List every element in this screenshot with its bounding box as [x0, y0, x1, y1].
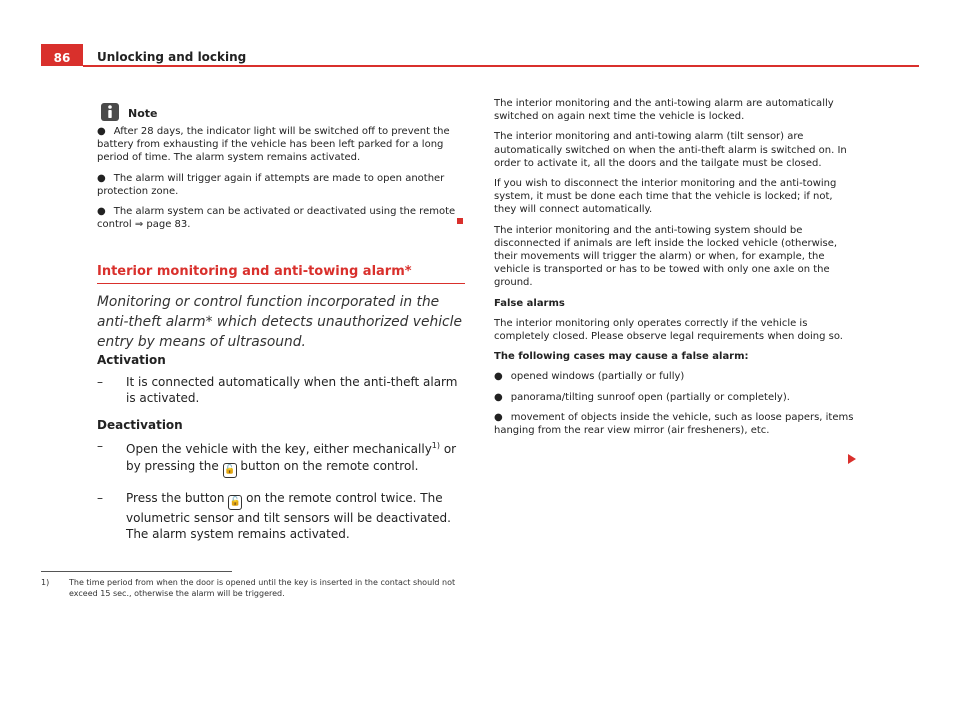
deactivation-step [97, 438, 465, 478]
bullet-icon: ● [494, 391, 503, 403]
cases-heading: The following cases may cause a false alarm: [494, 351, 749, 363]
step-text: Open the vehicle with the key, either mechanically [126, 442, 432, 456]
note-heading [101, 103, 465, 121]
note-label: Note [128, 107, 158, 121]
padlock-open-icon: 🔓 [223, 463, 237, 478]
case-text: movement of objects inside the vehicle, such as loose papers, items hanging from the rear view mirror (air fresheners), etc. [494, 411, 854, 437]
arrow-right-icon [848, 454, 856, 464]
activation-heading: Activation [97, 353, 166, 367]
dash-marker: – [97, 374, 103, 389]
note-bullet [97, 205, 465, 231]
header-rule [83, 65, 919, 67]
deactivation-heading: Deactivation [97, 417, 183, 432]
paragraph: The interior monitoring and anti-towing alarm (tilt sensor) are automatically switched on when the anti-theft alarm is switched on. In order to activate it, all the doors and the tailgate must be closed. [494, 131, 847, 169]
false-alarms-heading: False alarms [494, 297, 565, 309]
note-bullet [97, 172, 465, 198]
footnote-mark: 1) [41, 578, 50, 587]
case-text: opened windows (partially or fully) [510, 371, 685, 383]
note-bullet-text: The alarm will trigger again if attempts are made to open another protection zone. [97, 172, 445, 197]
deactivation-step [97, 490, 465, 543]
bullet-icon: ● [97, 172, 106, 184]
footnote-text: The time period from when the door is opened until the key is inserted in the contact should not exceed 15 sec., otherwise the alarm will be triggered. [69, 578, 456, 598]
section-intro: Monitoring or control function incorporated in the anti-theft alarm* which detects unauthorized vehicle entry by means of ultrasound. [97, 294, 462, 350]
bullet-icon: ● [494, 411, 503, 423]
dash-marker: – [97, 439, 103, 453]
right-column [494, 97, 854, 444]
step-text: Press the button [126, 490, 229, 505]
activation-step [97, 374, 465, 407]
dash-marker: – [97, 490, 103, 505]
info-icon [101, 103, 119, 121]
step-text: button on the remote control. [236, 458, 419, 473]
case-item [494, 370, 854, 383]
case-item [494, 391, 854, 404]
footnote-ref: 1) [431, 441, 441, 450]
paragraph: If you wish to disconnect the interior monitoring and the anti-towing system, it must be done each time that the vehicle is locked; if not, they will connect automatically. [494, 178, 837, 216]
paragraph: The interior monitoring and the anti-towing alarm are automatically switched on again next time the vehicle is locked. [494, 98, 834, 123]
note-box [97, 103, 465, 238]
footnote-rule [41, 571, 232, 572]
paragraph: The interior monitoring only operates correctly if the vehicle is completely closed. Please observe legal requirements when doing so. [494, 317, 843, 343]
end-square-icon [457, 218, 463, 224]
section-rule [97, 283, 465, 284]
activation-step-text: It is connected automatically when the anti-theft alarm is activated. [126, 374, 458, 405]
chapter-title: Unlocking and locking [97, 50, 247, 64]
bullet-icon: ● [97, 126, 106, 137]
note-bullet-text: The alarm system can be activated or deactivated using the remote control ⇒ page 83. [97, 206, 456, 231]
note-bullet [97, 125, 465, 165]
deactivation-step-text [126, 438, 465, 478]
section-title: Interior monitoring and anti-towing alarm* [97, 264, 412, 279]
deactivation-step-text [126, 490, 465, 543]
case-text: panorama/tilting sunroof open (partially or completely). [510, 391, 790, 403]
footnote [41, 578, 461, 599]
note-bullet-text: After 28 days, the indicator light will be switched off to prevent the battery from exhausting if the vehicle has been left parked for a long period of time. The alarm system remains activated. [97, 126, 450, 164]
bullet-icon: ● [97, 206, 106, 218]
activation-block [97, 352, 465, 543]
bullet-icon: ● [494, 371, 503, 383]
padlock-open-icon: 🔓 [228, 495, 242, 510]
paragraph: The interior monitoring and the anti-towing system should be disconnected if animals are left inside the locked vehicle (otherwise, their movements will trigger the alarm) or when, for example, the vehicle is transported or has to be towed with only one axle on the ground. [494, 224, 838, 289]
case-item [494, 411, 854, 437]
step-text: or by pressing the [126, 442, 457, 473]
page-number: 86 [41, 44, 83, 66]
step-text: on the remote control twice. The volumetric sensor and tilt sensors will be deactivated. The alarm system remains activated. [126, 490, 451, 541]
